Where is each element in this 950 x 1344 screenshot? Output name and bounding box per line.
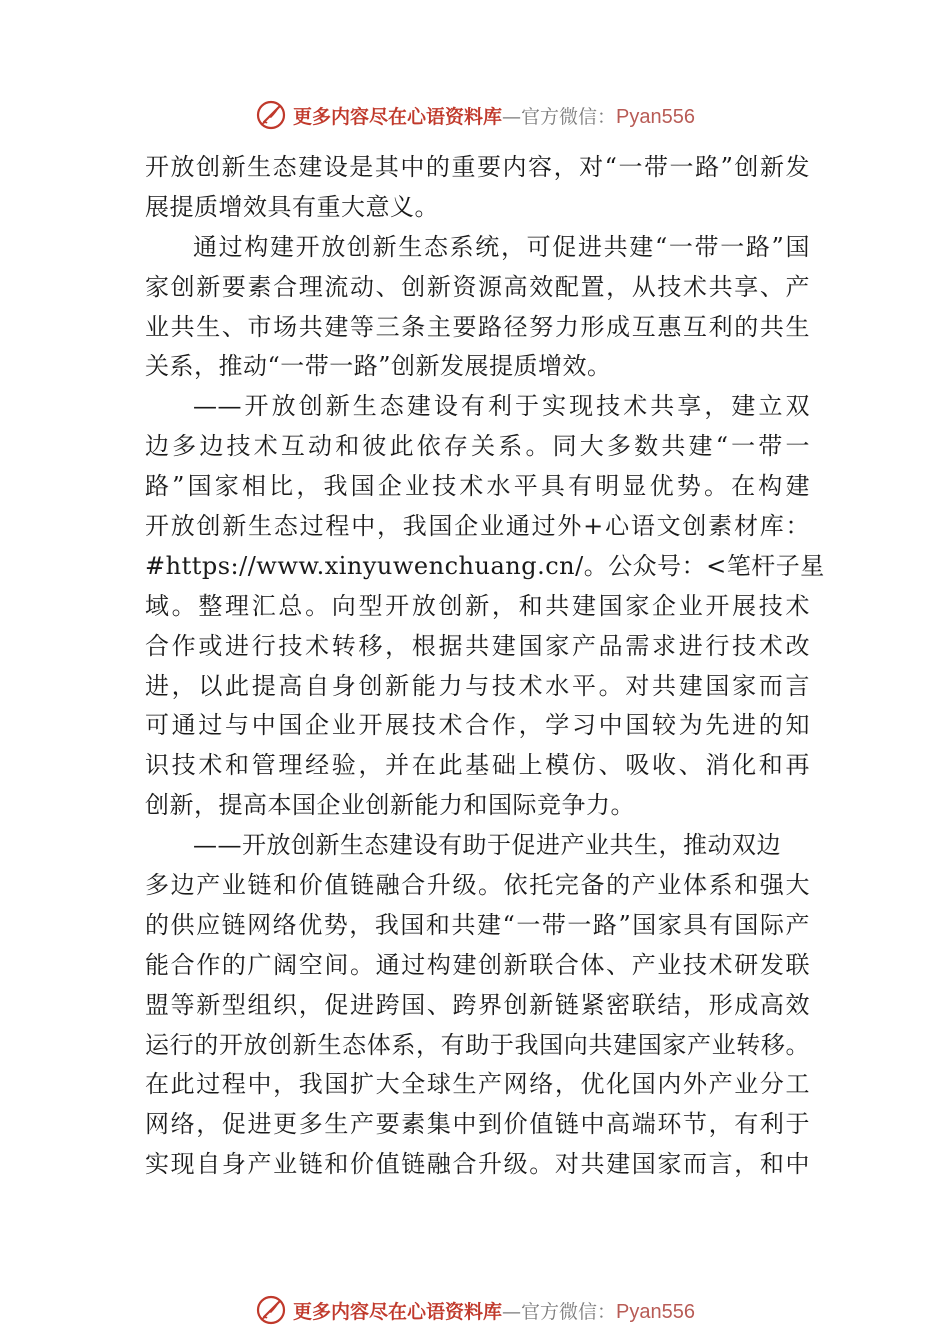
text-line: 网络，促进更多生产要素集中到价值链中高端环节，有利于	[145, 1110, 810, 1139]
header-site-name: 更多内容尽在心语资料库	[293, 105, 503, 128]
text-line: 开放创新生态过程中，我国企业通过外+心语文创素材库：	[145, 512, 810, 541]
text-line: 域。整理汇总。向型开放创新，和共建国家企业开展技术	[145, 591, 810, 620]
footer-wechat-id: Pyan556	[616, 1300, 695, 1323]
text-line: 家创新要素合理流动、创新资源高效配置，从技术共享、产	[145, 272, 810, 301]
text-line: #https://www.xinyuwenchuang.cn/。公众号：<笔杆子星	[145, 551, 825, 580]
text-line: 边多边技术互动和彼此依存关系。同大多数共建“一带一	[145, 432, 810, 461]
footer-site-name: 更多内容尽在心语资料库	[293, 1300, 503, 1323]
text-line: 运行的开放创新生态体系，有助于我国向共建国家产业转移。	[145, 1030, 810, 1059]
paragraph-start-line: 通过构建开放创新生态系统，可促进共建“一带一路”国	[193, 232, 810, 261]
quill-logo-icon	[255, 1294, 287, 1326]
header-wechat-id: Pyan556	[616, 105, 695, 128]
paragraph-start-line: ——开放创新生态建设有助于促进产业共生，推动双边	[193, 831, 781, 860]
document-body	[145, 148, 825, 1185]
text-line: 开放创新生态建设是其中的重要内容，对“一带一路”创新发	[145, 153, 810, 181]
text-line: 关系，推动“一带一路”创新发展提质增效。	[145, 352, 612, 381]
text-line: 可通过与中国企业开展技术合作，学习中国较为先进的知	[145, 711, 810, 740]
footer-banner	[0, 1290, 950, 1330]
text-line: 在此过程中，我国扩大全球生产网络，优化国内外产业分工	[145, 1070, 810, 1099]
text-line: 展提质增效具有重大意义。	[145, 192, 439, 221]
text-line: 能合作的广阔空间。通过构建创新联合体、产业技术研发联	[145, 950, 810, 979]
text-line: 识技术和管理经验，并在此基础上模仿、吸收、消化和再	[145, 751, 810, 780]
text-line: 的供应链网络优势，我国和共建“一带一路”国家具有国际产	[145, 910, 810, 939]
text-line: 业共生、市场共建等三条主要路径努力形成互惠互利的共生	[145, 312, 810, 341]
text-line: 盟等新型组织，促进跨国、跨界创新链紧密联结，形成高效	[145, 990, 810, 1019]
header-wechat-label: —官方微信：	[502, 105, 617, 128]
text-line: 多边产业链和价值链融合升级。依托完备的产业体系和强大	[145, 871, 810, 900]
text-line: 路”国家相比，我国企业技术水平具有明显优势。在构建	[145, 472, 810, 501]
footer-wechat-label: —官方微信：	[502, 1300, 617, 1323]
quill-logo-icon	[255, 99, 287, 131]
paragraph-start-line: ——开放创新生态建设有利于实现技术共享，建立双	[193, 392, 810, 421]
header-banner	[0, 95, 950, 135]
text-line: 实现自身产业链和价值链融合升级。对共建国家而言，和中	[145, 1150, 810, 1179]
text-line: 合作或进行技术转移，根据共建国家产品需求进行技术改	[145, 631, 810, 660]
text-line: 进，以此提高自身创新能力与技术水平。对共建国家而言	[145, 671, 810, 700]
text-line: 创新，提高本国企业创新能力和国际竞争力。	[145, 791, 635, 820]
